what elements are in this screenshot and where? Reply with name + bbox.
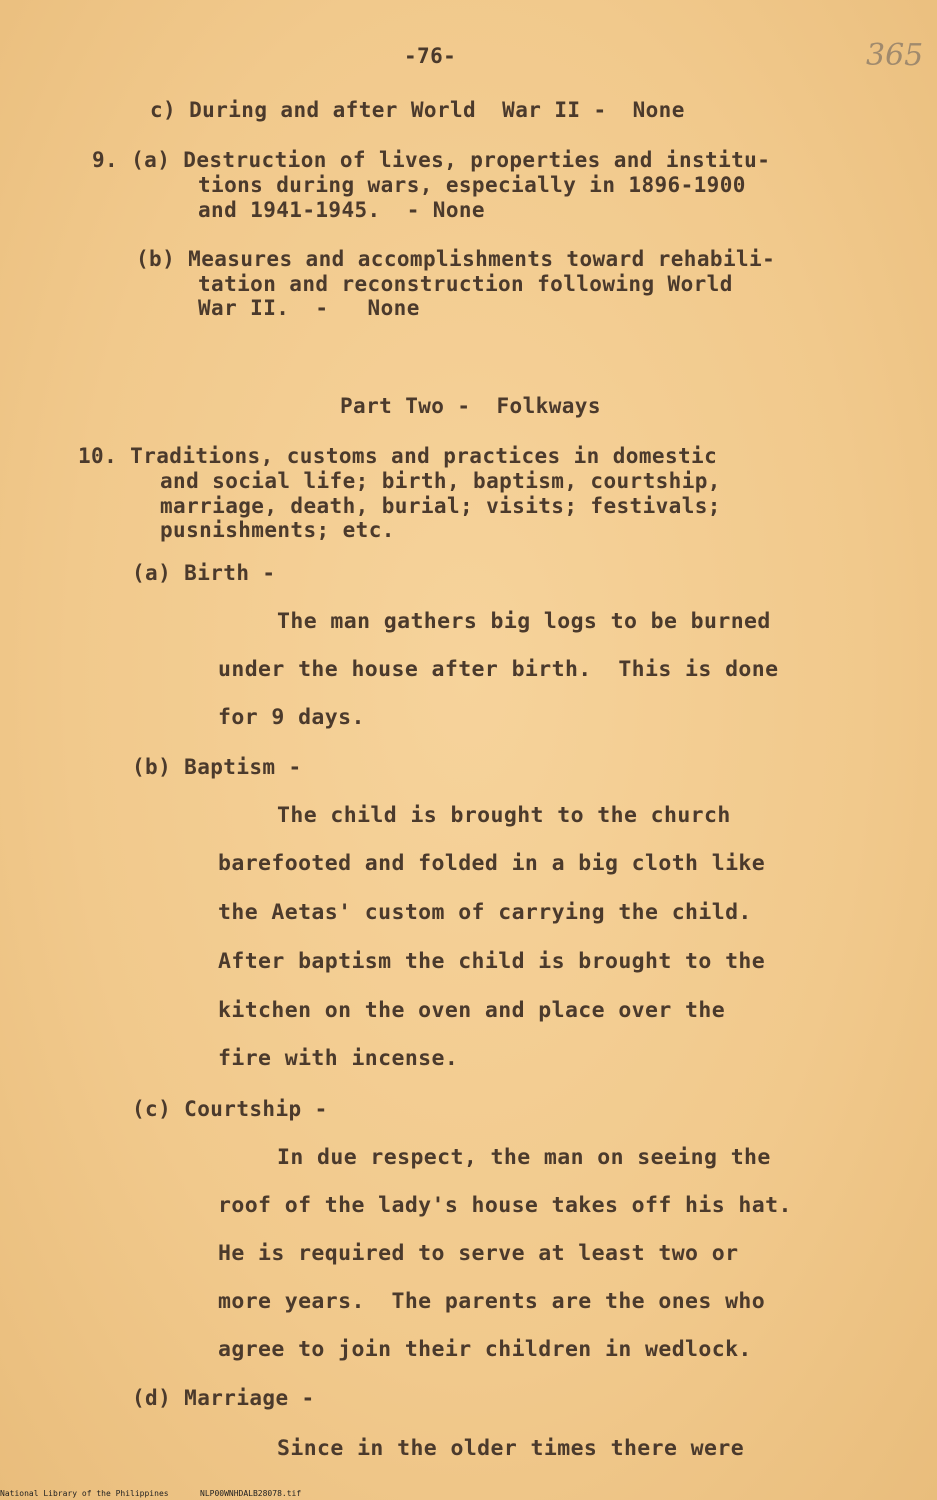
item-9b-line-3: War II. - None: [198, 296, 420, 320]
courtship-line-4: more years. The parents are the ones who: [218, 1289, 766, 1314]
courtship-line-2: roof of the lady's house takes off his hat.: [218, 1193, 792, 1218]
baptism-heading: (b) Baptism -: [132, 755, 302, 779]
footer-filename: NLP00WNHDALB28078.tif: [200, 1489, 302, 1498]
item-9a-line-2: tions during wars, especially in 1896-1900: [198, 173, 746, 197]
item-10-line-2: and social life; birth, baptism, courtship,: [160, 469, 721, 493]
baptism-line-1: The child is brought to the church: [277, 803, 731, 828]
item-10-line-1: 10. Traditions, customs and practices in domestic: [78, 444, 718, 468]
handwritten-page-number: 365: [866, 38, 924, 73]
item-9a-line-3: and 1941-1945. - None: [198, 198, 485, 222]
item-9b-line-2: tation and reconstruction following World: [198, 272, 733, 296]
courtship-line-5: agree to join their children in wedlock.: [218, 1337, 752, 1362]
marriage-heading: (d) Marriage -: [132, 1386, 315, 1410]
footer-library: National Library of the Philippines: [0, 1489, 169, 1498]
page-number: -76-: [404, 44, 457, 68]
marriage-line-1: Since in the older times there were: [277, 1436, 745, 1461]
item-10-line-4: pusnishments; etc.: [160, 518, 395, 542]
baptism-line-6: fire with incense.: [218, 1046, 459, 1071]
item-9a-line-1: 9. (a) Destruction of lives, properties and institu-: [92, 148, 771, 172]
birth-line-1: The man gathers big logs to be burned: [277, 609, 771, 634]
birth-line-3: for 9 days.: [218, 705, 365, 730]
courtship-line-3: He is required to serve at least two or: [218, 1241, 739, 1266]
birth-line-2: under the house after birth. This is done: [218, 657, 779, 682]
birth-heading: (a) Birth -: [132, 561, 276, 585]
baptism-line-5: kitchen on the oven and place over the: [218, 998, 726, 1023]
item-10-line-3: marriage, death, burial; visits; festivals;: [160, 494, 721, 518]
baptism-line-2: barefooted and folded in a big cloth like: [218, 851, 766, 876]
baptism-line-3: the Aetas' custom of carrying the child.: [218, 900, 752, 925]
item-c-ww2: c) During and after World War II - None: [150, 98, 685, 122]
baptism-line-4: After baptism the child is brought to the: [218, 949, 766, 974]
part-two-heading: Part Two - Folkways: [340, 394, 601, 418]
item-9b-line-1: (b) Measures and accomplishments toward rehabili-: [136, 247, 776, 271]
courtship-line-1: In due respect, the man on seeing the: [277, 1145, 771, 1170]
courtship-heading: (c) Courtship -: [132, 1097, 328, 1121]
